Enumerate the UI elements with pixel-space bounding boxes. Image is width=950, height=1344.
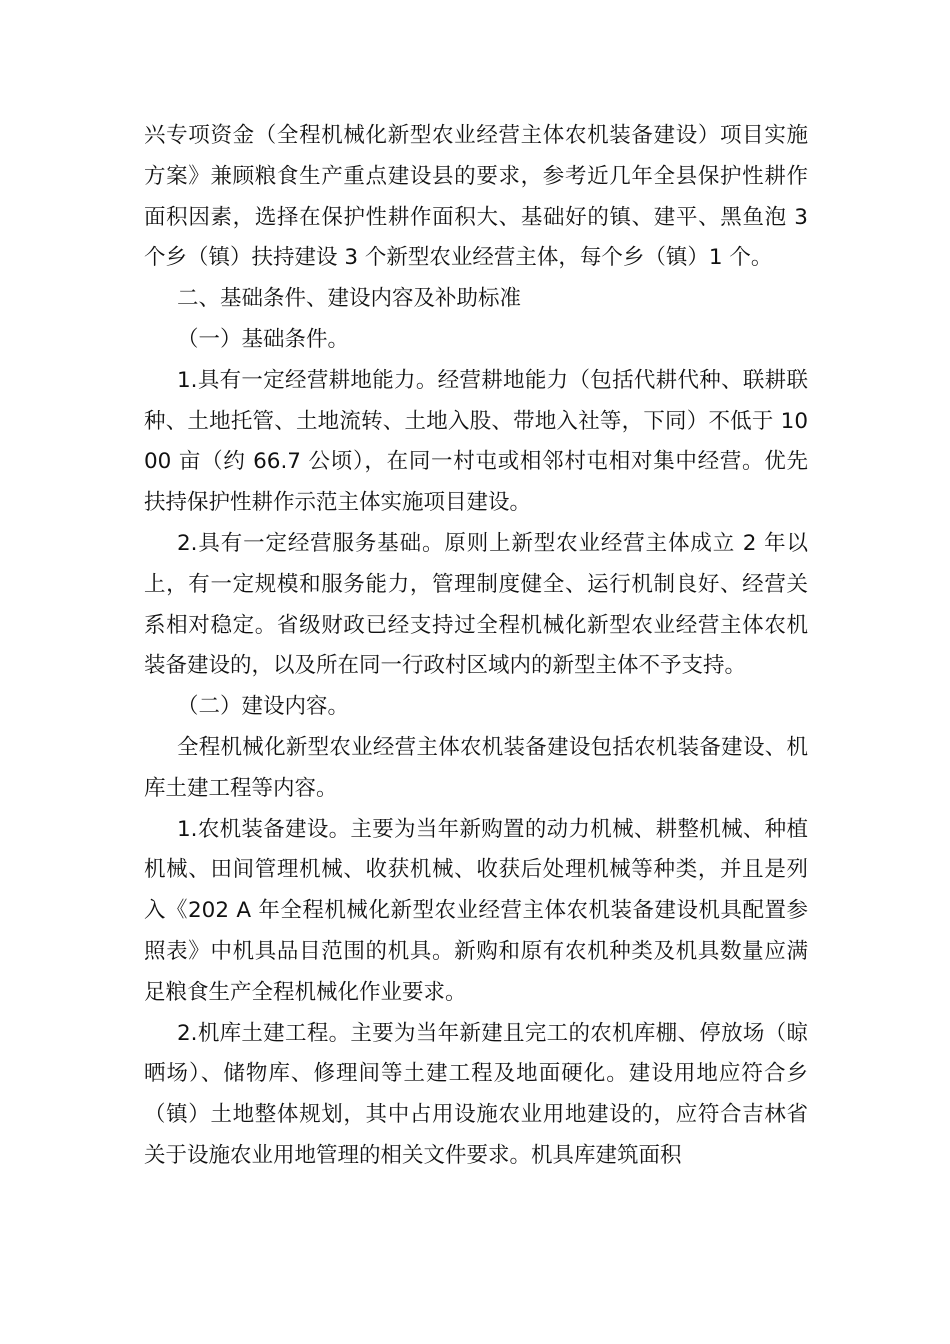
paragraph-machinery-equipment: 1.农机装备建设。主要为当年新购置的动力机械、耕整机械、种植机械、田间管理机械、收获机械、收获后处理机械等种类，并且是列入《202 A 年全程机械化新型农业经营主体农机装备建设机具配置参照表》中机具品目范围的机具。新购和原有农机种类及机具数量应满足粮食生产全程机械化作业要求。 bbox=[144, 816, 808, 1005]
paragraph-condition-2: 2.具有一定经营服务基础。原则上新型农业经营主体成立 2 年以上，有一定规模和服务能力，管理制度健全、运行机制良好、经营关系相对稳定。省级财政已经支持过全程机械化新型农业经营主体农机装备建设的，以及所在同一行政村区域内的新型主体不予支持。 bbox=[144, 530, 808, 679]
subsection-heading-basic-conditions: （一）基础条件。 bbox=[177, 326, 350, 352]
document-body bbox=[144, 116, 808, 1177]
paragraph-garage-construction: 2.机库土建工程。主要为当年新建且完工的农机库棚、停放场（晾晒场）、储物库、修理间等土建工程及地面硬化。建设用地应符合乡（镇）土地整体规划，其中占用设施农业用地建设的，应符合吉林省关于设施农业用地管理的相关文件要求。机具库建筑面积 bbox=[144, 1020, 808, 1168]
paragraph-construction-overview: 全程机械化新型农业经营主体农机装备建设包括农机装备建设、机库土建工程等内容。 bbox=[144, 734, 808, 801]
paragraph-continuation: 兴专项资金（全程机械化新型农业经营主体农机装备建设）项目实施方案》兼顾粮食生产重点建设县的要求，参考近几年全县保护性耕作面积因素，选择在保护性耕作面积大、基础好的镇、建平、黑鱼泡 3 个乡（镇）扶持建设 3 个新型农业经营主体，每个乡（镇）1 个。 bbox=[144, 123, 808, 271]
subsection-heading-construction-content: （二）建设内容。 bbox=[177, 694, 350, 720]
paragraph-condition-1: 1.具有一定经营耕地能力。经营耕地能力（包括代耕代种、联耕联种、土地托管、土地流转、土地入股、带地入社等，下同）不低于 1000 亩（约 66.7 公顷），在同一村屯或相邻村屯相对集中经营。优先扶持保护性耕作示范主体实施项目建设。 bbox=[144, 367, 808, 516]
section-heading-two: 二、基础条件、建设内容及补助标准 bbox=[177, 286, 522, 312]
